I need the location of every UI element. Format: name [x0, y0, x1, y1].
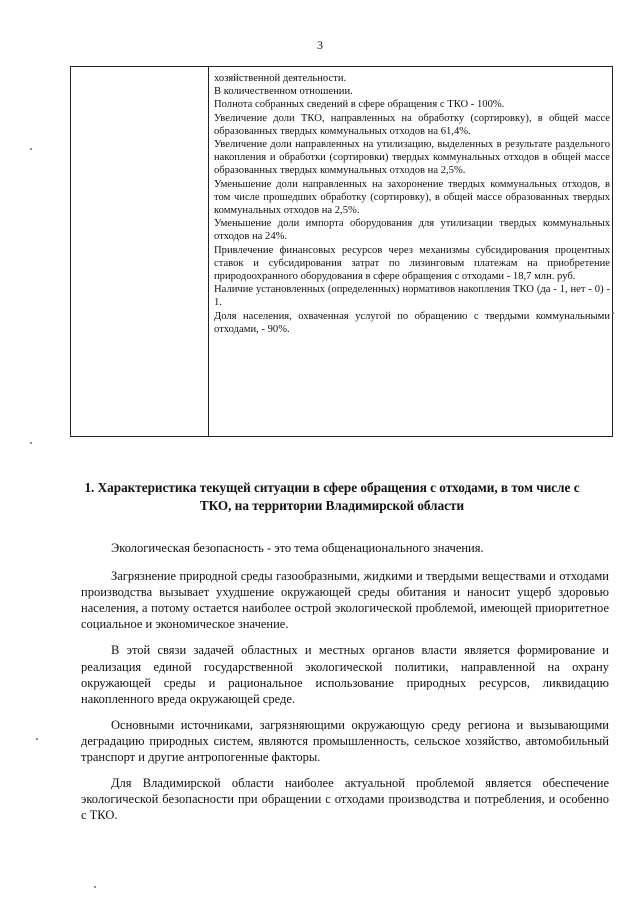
table-paragraph: Уменьшение доли направленных на захоронение твердых коммунальных отходов, в том числе прошедших обработку (сортировку), в общей массе образованных твердых коммунальных отходов на 2,5%. — [214, 178, 610, 217]
table-paragraph: Полнота собранных сведений в сфере обращения с ТКО - 100%. — [214, 99, 505, 111]
table-paragraph: Увеличение доли направленных на утилизацию, выделенных в результате раздельного накопления и обработки (сортировки) твердых коммунальных отходов в общей массе образованных твердых коммунальных отходов на 2,5%. — [214, 139, 610, 177]
table-paragraph: хозяйственной деятельности. — [214, 73, 347, 84]
table-paragraph: Привлечение финансовых ресурсов через механизмы субсидирования процентных ставок и субсидирования затрат по лизинговым платежам на приобретение природоохранного оборудования в сфере обращения с отходами - 18,7 млн. руб. — [214, 244, 610, 283]
table-paragraph: Доля населения, охваченная услугой по обращению с твердыми коммунальными отходами, - 90%. — [214, 310, 610, 335]
section-body — [81, 540, 609, 833]
scan-speck — [94, 886, 96, 888]
scan-speck — [36, 738, 38, 740]
indicators-table — [70, 66, 613, 437]
scan-speck — [612, 312, 614, 314]
table-paragraph: Наличие установленных (определенных) нормативов накопления ТКО (да - 1, нет - 0) - 1. — [214, 284, 610, 309]
body-paragraph: Основными источниками, загрязняющими окружающую среду региона и вызывающими деградацию природных систем, являются промышленность, сельское хозяйство, автомобильный транспорт и другие антропогенные факторы. — [81, 717, 609, 765]
table-column-divider — [208, 67, 209, 436]
section-heading: 1. Характеристика текущей ситуации в сфере обращения с отходами, в том числе с ТКО, на территории Владимирской области — [84, 480, 580, 513]
body-paragraph: Для Владимирской области наиболее актуальной проблемой является обеспечение экологической безопасности при обращении с отходами производства и потребления, и особенно с ТКО. — [81, 776, 609, 823]
table-paragraph: Увеличение доли ТКО, направленных на обработку (сортировку), в общей массе образованных твердых коммунальных отходов на 61,4%. — [214, 112, 610, 137]
table-paragraph: Уменьшение доли импорта оборудования для утилизации твердых коммунальных отходов на 24%. — [214, 218, 610, 243]
table-paragraph: В количественном отношении. — [214, 86, 353, 98]
scan-speck — [30, 442, 32, 444]
page-number: 3 — [317, 38, 323, 52]
body-paragraph: Загрязнение природной среды газообразными, жидкими и твердыми веществами и отходами производства вызывает ухудшение окружающей среды обитания и наносит ущерб здоровью населения, а потому остается наиболее острой экологической проблемой, имеющей приоритетное социальное и экономическое значение. — [81, 569, 609, 632]
table-cell-indicators — [214, 72, 610, 336]
body-paragraph: Экологическая безопасность - это тема общенационального значения. — [111, 541, 484, 555]
scan-speck — [30, 148, 32, 150]
body-paragraph: В этой связи задачей областных и местных органов власти является формирование и реализация единой государственной экологической политики, направленной на охрану окружающей среды и рациональное использование природных ресурсов, ликвидацию накопленного вреда окружающей среде. — [81, 643, 609, 706]
